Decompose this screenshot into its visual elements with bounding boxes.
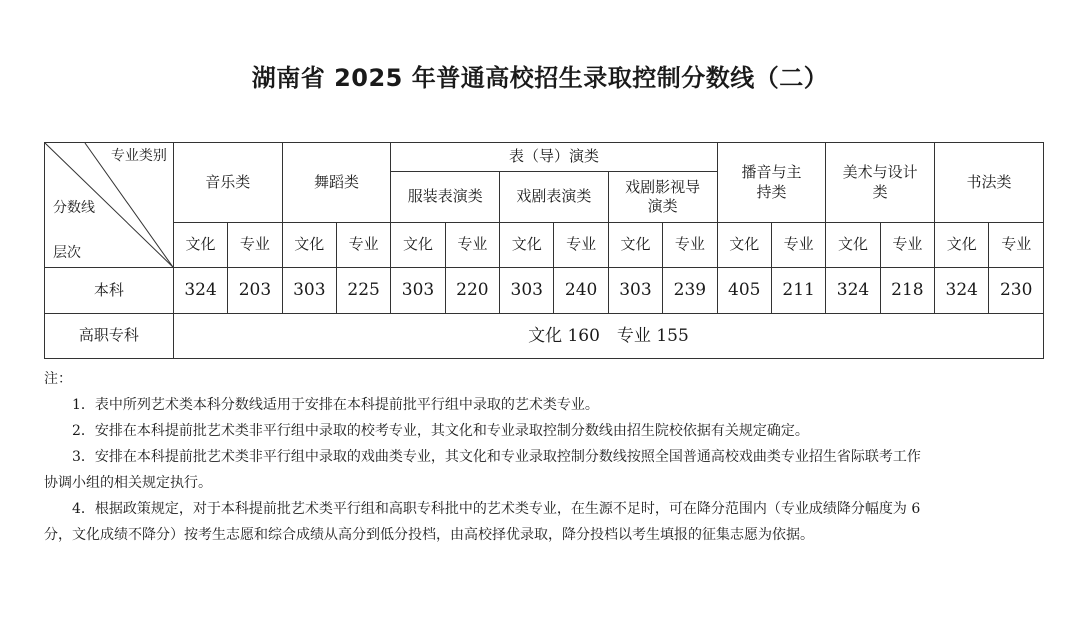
notes-heading: 注： <box>44 371 72 387</box>
subheader-cell: 文化 <box>500 223 554 268</box>
subheader-cell: 专业 <box>880 223 934 268</box>
header-drama: 戏剧表演类 <box>500 172 609 223</box>
corner-label-category: 专业类别 <box>110 148 167 164</box>
subheader-cell: 专业 <box>663 223 717 268</box>
header-design <box>826 143 935 223</box>
gaozhi-score-cell: 文化 160 专业 155 <box>173 314 1043 359</box>
header-design-line2: 类 <box>872 182 888 201</box>
score-cell: 239 <box>663 268 717 314</box>
score-cell: 303 <box>391 268 445 314</box>
score-cell: 218 <box>880 268 934 314</box>
header-film-line2: 演类 <box>647 197 678 215</box>
note-item: 1．表中所列艺术类本科分数线适用于安排在本科提前批平行组中录取的艺术类专业。 <box>72 397 599 413</box>
score-cell: 324 <box>826 268 880 314</box>
subheader-cell: 文化 <box>717 223 771 268</box>
header-film <box>608 172 717 223</box>
note-item-continuation: 协调小组的相关规定执行。 <box>44 475 212 491</box>
notes-section <box>44 366 1044 548</box>
header-dance: 舞蹈类 <box>282 143 391 223</box>
score-cell: 220 <box>445 268 499 314</box>
score-table <box>44 142 1044 359</box>
header-broadcast <box>717 143 826 223</box>
subheader-cell: 文化 <box>608 223 662 268</box>
corner-header-cell <box>45 143 174 268</box>
corner-label-level: 层次 <box>53 245 81 261</box>
corner-label-score: 分数线 <box>53 200 95 216</box>
header-costume: 服装表演类 <box>391 172 500 223</box>
header-broadcast-line2: 持类 <box>756 182 787 201</box>
subheader-cell: 文化 <box>826 223 880 268</box>
score-cell: 240 <box>554 268 608 314</box>
subheader-cell: 文化 <box>173 223 227 268</box>
score-cell: 324 <box>935 268 989 314</box>
score-cell: 303 <box>500 268 554 314</box>
table-row-benke <box>45 268 1044 314</box>
subheader-cell: 专业 <box>771 223 825 268</box>
note-item: 2．安排在本科提前批艺术类非平行组中录取的校考专业，其文化和专业录取控制分数线由招生院校依据有关规定确定。 <box>72 423 809 439</box>
header-design-line1: 美术与设计 <box>842 163 918 181</box>
subheader-cell: 文化 <box>282 223 336 268</box>
subheader-cell: 文化 <box>935 223 989 268</box>
subheader-cell: 专业 <box>554 223 608 268</box>
subheader-cell: 文化 <box>391 223 445 268</box>
subheader-cell: 专业 <box>445 223 499 268</box>
score-cell: 303 <box>282 268 336 314</box>
page-title: 湖南省 2025 年普通高校招生录取控制分数线（二） <box>251 64 829 92</box>
note-item: 3．安排在本科提前批艺术类非平行组中录取的戏曲类专业，其文化和专业录取控制分数线按照全国普通高校戏曲类专业招生省际联考工作 <box>72 449 921 465</box>
header-film-line1: 戏剧影视导 <box>625 177 701 196</box>
score-cell: 303 <box>608 268 662 314</box>
header-broadcast-line1: 播音与主 <box>741 163 802 181</box>
subheader-cell: 专业 <box>228 223 282 268</box>
score-cell: 230 <box>989 268 1044 314</box>
subheader-cell: 专业 <box>336 223 390 268</box>
note-item-continuation: 分，文化成绩不降分）按考生志愿和综合成绩从高分到低分投档，由高校择优录取，降分投档以考生填报的征集志愿为依据。 <box>44 527 814 543</box>
header-calligraphy: 书法类 <box>935 143 1044 223</box>
score-cell: 225 <box>336 268 390 314</box>
note-item: 4．根据政策规定，对于本科提前批艺术类平行组和高职专科批中的艺术类专业，在生源不足时，可在降分范围内（专业成绩降分幅度为 6 <box>72 501 921 517</box>
row-label-benke: 本科 <box>45 268 174 314</box>
table-row-gaozhi <box>45 314 1044 359</box>
row-label-gaozhi: 高职专科 <box>45 314 174 359</box>
score-cell: 211 <box>771 268 825 314</box>
header-music: 音乐类 <box>173 143 282 223</box>
subheader-cell: 专业 <box>989 223 1044 268</box>
score-cell: 324 <box>173 268 227 314</box>
score-cell: 405 <box>717 268 771 314</box>
score-cell: 203 <box>228 268 282 314</box>
header-performance: 表（导）演类 <box>391 143 717 172</box>
